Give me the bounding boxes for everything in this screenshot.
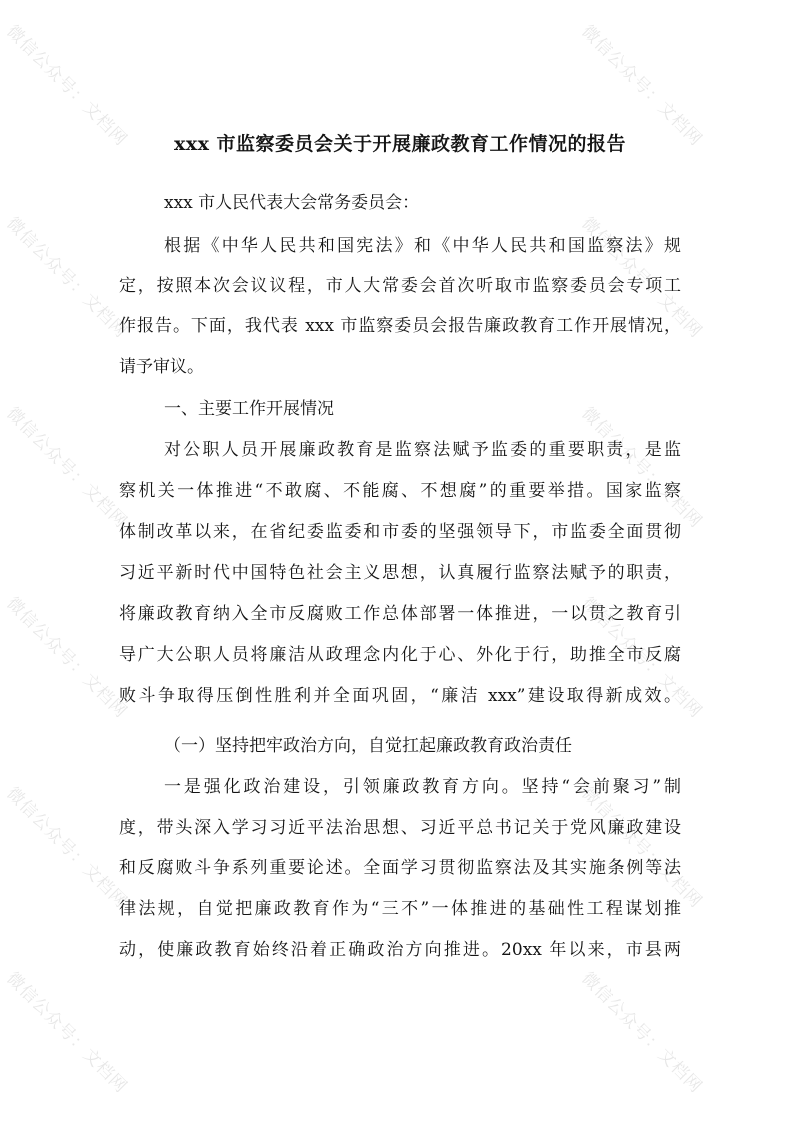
paragraph-line: 败斗争取得压倒性胜利并全面巩固，“廉洁 xxx”建设取得新成效。 [119, 686, 681, 706]
paragraph-line: 将廉政教育纳入全市反腐败工作总体部署一体推进，一以贯之教育引 [119, 604, 681, 624]
document-title: xxx 市监察委员会关于开展廉政教育工作情况的报告 [173, 133, 627, 155]
watermark-text: 微信公众号：文档网 [577, 593, 707, 723]
paragraph-line: 度，带头深入学习习近平法治思想、习近平总书记关于党风廉政建设 [119, 818, 681, 838]
paragraph-line: 对公职人员开展廉政教育是监察法赋予监委的重要职责，是监 [164, 440, 681, 460]
paragraph-line: 律法规，自觉把廉政教育作为“三不”一体推进的基础性工程谋划推 [119, 899, 681, 919]
paragraph-line: 一是强化政治建设，引领廉政教育方向。坚持“会前聚习”制 [164, 777, 681, 797]
paragraph-line: 习近平新时代中国特色社会主义思想，认真履行监察法赋予的职责， [119, 563, 681, 583]
watermark-text: 微信公众号：文档网 [2, 403, 132, 533]
watermark-text: 微信公众号：文档网 [2, 213, 132, 343]
paragraph-line: 和反腐败斗争系列重要论述。全面学习贯彻监察法及其实施条例等法 [119, 858, 681, 878]
watermark-text: 微信公众号：文档网 [577, 21, 707, 151]
watermark-text: 微信公众号：文档网 [2, 968, 132, 1098]
salutation: xxx 市人民代表大会常务委员会： [164, 193, 420, 213]
watermark-text: 微信公众号：文档网 [2, 21, 132, 151]
watermark-text: 微信公众号：文档网 [577, 783, 707, 913]
paragraph-line: 导广大公职人员将廉洁从政理念内化于心、外化于行，助推全市反腐 [119, 645, 681, 665]
subsection-heading: （一）坚持把牢政治方向，自觉扛起廉政教育政治责任 [164, 736, 572, 756]
section-heading: 一、主要工作开展情况 [164, 399, 334, 419]
paragraph-line: 作报告。下面，我代表 xxx 市监察委员会报告廉政教育工作开展情况， [119, 316, 681, 336]
paragraph-line: 请予审议。 [119, 357, 204, 377]
paragraph-line: 动，使廉政教育始终沿着正确政治方向推进。20xx 年以来，市县两 [119, 940, 681, 960]
watermark-text: 微信公众号：文档网 [2, 783, 132, 913]
watermark-text: 微信公众号：文档网 [577, 968, 707, 1098]
paragraph-line: 根据《中华人民共和国宪法》和《中华人民共和国监察法》规 [164, 236, 681, 256]
paragraph-line: 察机关一体推进“不敢腐、不能腐、不想腐”的重要举措。国家监察 [119, 481, 681, 501]
watermark-text: 微信公众号：文档网 [2, 593, 132, 723]
paragraph-line: 体制改革以来，在省纪委监委和市委的坚强领导下，市监委全面贯彻 [119, 522, 681, 542]
paragraph-line: 定，按照本次会议议程，市人大常委会首次听取市监察委员会专项工 [119, 276, 681, 296]
watermark-text: 微信公众号：文档网 [577, 213, 707, 343]
watermark-text: 微信公众号：文档网 [577, 403, 707, 533]
